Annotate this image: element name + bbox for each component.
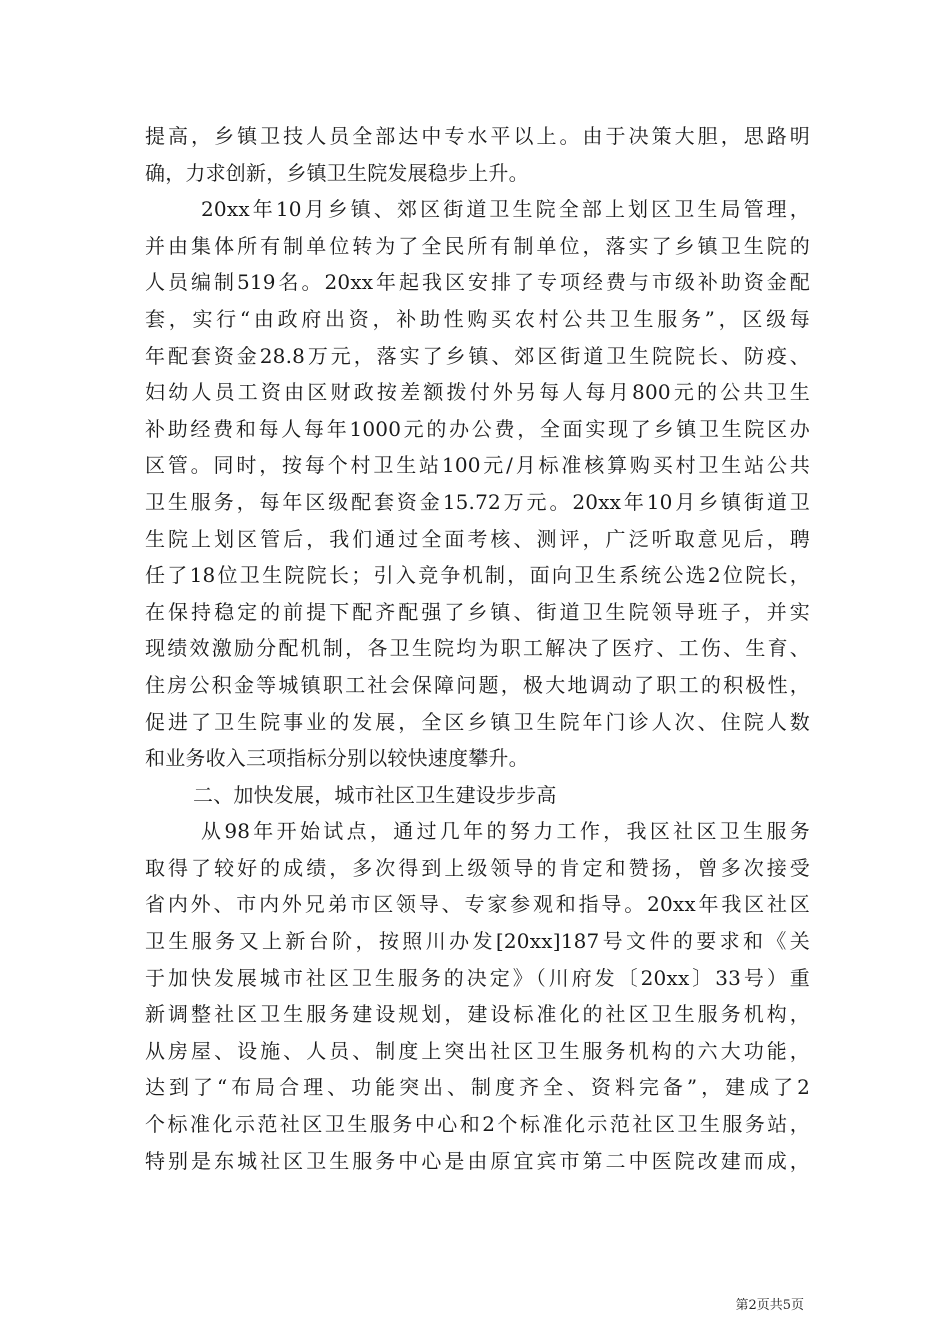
text-line: 新调整社区卫生服务建设规划，建设标准化的社区卫生服务机构， — [145, 1002, 810, 1027]
text-line: 促进了卫生院事业的发展，全区乡镇卫生院年门诊人次、住院人数 — [145, 709, 810, 734]
text-line: 年配套资金28.8万元，落实了乡镇、郊区街道卫生院院长、防疫、 — [145, 343, 810, 368]
text-line: 任了18位卫生院院长；引入竞争机制，面向卫生系统公选2位院长， — [145, 563, 810, 588]
text-line: 达到了“布局合理、功能突出、制度齐全、资料完备”，建成了2 — [145, 1075, 810, 1100]
text-line: 确，力求创新，乡镇卫生院发展稳步上升。 — [145, 160, 529, 185]
text-line: 补助经费和每人每年1000元的办公费，全面实现了乡镇卫生院区办 — [145, 416, 810, 441]
text-line: 取得了较好的成绩，多次得到上级领导的肯定和赞扬，曾多次接受 — [145, 855, 810, 880]
text-line: 区管。同时，按每个村卫生站100元/月标准核算购买村卫生站公共 — [145, 453, 810, 478]
text-line: 在保持稳定的前提下配齐配强了乡镇、街道卫生院领导班子，并实 — [145, 599, 810, 624]
text-line: 提高，乡镇卫技人员全部达中专水平以上。由于决策大胆，思路明 — [145, 124, 810, 148]
text-line: 现绩效激励分配机制，各卫生院均为职工解决了医疗、工伤、生育、 — [145, 636, 810, 661]
text-line: 20xx年10月乡镇、郊区街道卫生院全部上划区卫生局管理， — [201, 197, 810, 222]
text-line: 于加快发展城市社区卫生服务的决定》（川府发〔20xx〕33号）重 — [145, 965, 810, 990]
text-line: 妇幼人员工资由区财政按差额拨付外另每人每月800元的公共卫生 — [145, 380, 810, 405]
text-line: 从98年开始试点，通过几年的努力工作，我区社区卫生服务 — [201, 819, 810, 844]
text-line: 并由集体所有制单位转为了全民所有制单位，落实了乡镇卫生院的 — [145, 233, 810, 258]
text-line: 特别是东城社区卫生服务中心是由原宜宾市第二中医院改建而成， — [145, 1148, 810, 1173]
page-number: 第2页共5页 — [735, 1298, 804, 1313]
text-line: 住房公积金等城镇职工社会保障问题，极大地调动了职工的积极性， — [145, 672, 810, 697]
text-line: 卫生服务又上新台阶，按照川办发[20xx]187号文件的要求和《关 — [145, 929, 810, 954]
text-line: 从房屋、设施、人员、制度上突出社区卫生服务机构的六大功能， — [145, 1038, 810, 1063]
text-line: 个标准化示范社区卫生服务中心和2个标准化示范社区卫生服务站， — [145, 1112, 810, 1137]
text-line: 生院上划区管后，我们通过全面考核、测评，广泛听取意见后，聘 — [145, 526, 810, 551]
body-text — [145, 118, 810, 1179]
text-line: 人员编制519名。20xx年起我区安排了专项经费与市级补助资金配 — [145, 270, 810, 295]
text-line: 省内外、市内外兄弟市区领导、专家参观和指导。20xx年我区社区 — [145, 892, 810, 917]
section-heading: 二、加快发展，城市社区卫生建设步步高 — [193, 782, 557, 807]
text-line: 卫生服务，每年区级配套资金15.72万元。20xx年10月乡镇街道卫 — [145, 489, 810, 514]
text-line: 和业务收入三项指标分别以较快速度攀升。 — [145, 746, 529, 771]
text-line: 套，实行“由政府出资，补助性购买农村公共卫生服务”，区级每 — [145, 306, 810, 331]
